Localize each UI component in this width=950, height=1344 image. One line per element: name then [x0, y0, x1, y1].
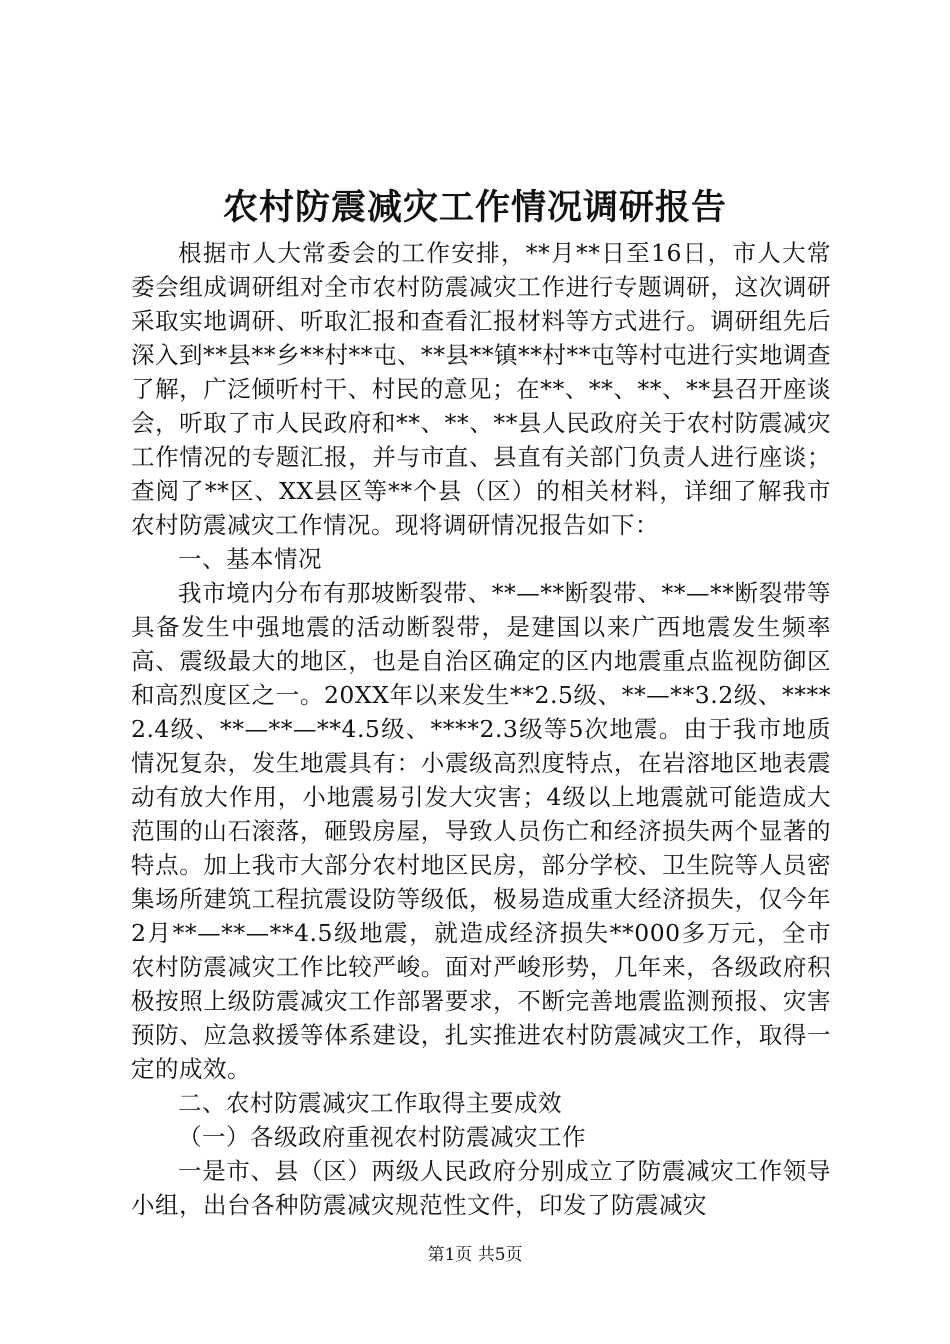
- document-title: 农村防震减灾工作情况调研报告: [222, 187, 727, 228]
- page-footer: 第1页 共5页: [427, 1245, 523, 1265]
- subsection-heading-government-attention: （一）各级政府重视农村防震减灾工作: [178, 1123, 586, 1151]
- section-heading-achievements: 二、农村防震减灾工作取得主要成效: [178, 1089, 562, 1117]
- section-heading-basic-situation: 一、基本情况: [178, 545, 322, 573]
- paragraph-intro: 根据市人大常委会的工作安排，**月**日至16日，市人大常委会组成调研组对全市农村防震减灾工作进行专题调研，这次调研采取实地调研、听取汇报和查看汇报材料等方式进行。调研组先后深入到**县**乡**村**屯、**县**镇**村**屯等村屯进行实地调查了解，广泛倾听村干、村民的意见；在**、**、**、**县召开座谈会，听取了市人民政府和**、**、**县人民政府关于农村防震减灾工作情况的专题汇报，并与市直、县直有关部门负责人进行座谈；查阅了**区、XX县区等**个县（区）的相关材料，详细了解我市农村防震减灾工作情况。现将调研情况报告如下：: [131, 239, 831, 539]
- paragraph-basic-situation: 我市境内分布有那坡断裂带、**—**断裂带、**—**断裂带等具备发生中强地震的活动断裂带，是建国以来广西地震发生频率高、震级最大的地区，也是自治区确定的区内地震重点监视防御区和高烈度区之一。20XX年以来发生**2.5级、**—**3.2级、****2.4级、**—**—**4.5级、****2.3级等5次地震。由于我市地质情况复杂，发生地震具有：小震级高烈度特点，在岩溶地区地表震动有放大作用，小地震易引发大灾害；4级以上地震就可能造成大范围的山石滚落，砸毁房屋，导致人员伤亡和经济损失两个显著的特点。加上我市大部分农村地区民房，部分学校、卫生院等人员密集场所建筑工程抗震设防等级低，极易造成重大经济损失，仅今年2月**—**—**4.5级地震，就造成经济损失**000多万元，全市农村防震减灾工作比较严峻。面对严峻形势，几年来，各级政府积极按照上级防震减灾工作部署要求，不断完善地震监测预报、灾害预防、应急救援等体系建设，扎实推进农村防震减灾工作，取得一定的成效。: [131, 579, 831, 1083]
- document-body: [131, 236, 831, 1222]
- paragraph-government-attention: 一是市、县（区）两级人民政府分别成立了防震减灾工作领导小组，出台各种防震减灾规范性文件，印发了防震减灾: [131, 1157, 831, 1219]
